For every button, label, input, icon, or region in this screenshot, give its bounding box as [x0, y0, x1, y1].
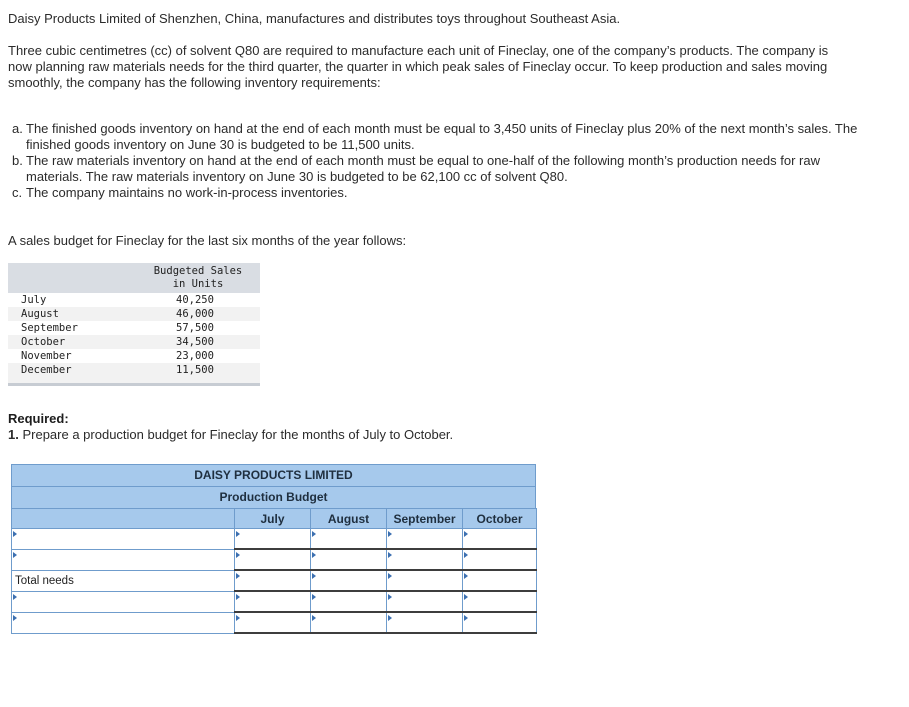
column-header-september: September: [387, 509, 463, 529]
september-input[interactable]: [387, 549, 463, 570]
list-marker: a.: [12, 121, 23, 136]
list-marker: b.: [12, 153, 23, 168]
column-header-august: August: [311, 509, 387, 529]
problem-paragraph: Three cubic centimetres (cc) of solvent Q80 are required to manufacture each unit of Fineclay, one of the company’s products. The company is now planning raw materials needs for the third quarter, the quarter in which peak sales of Fineclay occur. To keep production and sales moving smoothly, the company has the following inventory requirements:: [8, 43, 829, 90]
production-budget-table: [11, 508, 537, 634]
table-row: [12, 570, 537, 591]
august-input[interactable]: [311, 549, 387, 570]
units-cell: 11,500: [176, 364, 214, 376]
august-input[interactable]: [311, 570, 387, 591]
sales-table-header-line2: in Units: [172, 278, 224, 290]
table-row: [8, 363, 260, 377]
table-row: [8, 321, 260, 335]
units-cell: 34,500: [176, 336, 214, 348]
row-label-total-needs: Total needs: [12, 570, 235, 591]
label-column-header: [12, 509, 235, 529]
october-input[interactable]: [463, 591, 537, 612]
july-input[interactable]: [235, 570, 311, 591]
july-input[interactable]: [235, 612, 311, 633]
table-row: [8, 349, 260, 363]
required-text: Prepare a production budget for Fineclay for the months of July to October.: [22, 427, 454, 442]
list-marker: c.: [12, 185, 23, 200]
column-header-october: October: [463, 509, 537, 529]
august-input[interactable]: [311, 529, 387, 550]
units-cell: 46,000: [176, 308, 214, 320]
table-row: [12, 529, 537, 550]
sales-budget-table: [8, 263, 260, 386]
list-text: The company maintains no work-in-process inventories.: [26, 185, 348, 200]
table-row: [8, 335, 260, 349]
requirements-list: [12, 121, 862, 201]
july-input[interactable]: [235, 591, 311, 612]
month-cell: July: [21, 294, 47, 306]
september-input[interactable]: [387, 591, 463, 612]
table-row: [12, 591, 537, 612]
july-input[interactable]: [235, 529, 311, 550]
sales-table-header: [8, 263, 260, 293]
required-item: [8, 427, 453, 443]
row-label-dropdown[interactable]: [12, 612, 235, 633]
october-input[interactable]: [463, 612, 537, 633]
company-name: DAISY PRODUCTS LIMITED: [11, 464, 536, 486]
sales-table-header-line1: Budgeted Sales: [153, 265, 243, 277]
august-input[interactable]: [311, 591, 387, 612]
september-input[interactable]: [387, 529, 463, 550]
july-input[interactable]: [235, 549, 311, 570]
sales-intro: A sales budget for Fineclay for the last six months of the year follows:: [8, 233, 407, 248]
month-cell: December: [21, 364, 72, 376]
october-input[interactable]: [463, 549, 537, 570]
row-label-dropdown[interactable]: [12, 529, 235, 550]
required-number: 1.: [8, 427, 19, 442]
list-item: [12, 153, 862, 185]
table-row: [12, 612, 537, 633]
list-item: [12, 185, 862, 201]
intro-text: Daisy Products Limited of Shenzhen, China, manufactures and distributes toys throughout Southeast Asia.: [8, 11, 621, 26]
list-text: The raw materials inventory on hand at the end of each month must be equal to one-half of the following month’s production needs for raw materials. The raw materials inventory on June 30 is budgeted to be 62,100 cc of solvent Q80.: [26, 153, 820, 184]
list-text: The finished goods inventory on hand at the end of each month must be equal to 3,450 units of Fineclay plus 20% of the next month’s sales. The finished goods inventory on June 30 is budgeted to be 11,500 units.: [26, 121, 858, 152]
table-bottom-rule: [8, 377, 260, 386]
row-label-dropdown[interactable]: [12, 549, 235, 570]
table-row: [8, 293, 260, 307]
table-row: [12, 549, 537, 570]
production-budget-worksheet: [11, 464, 536, 634]
column-header-july: July: [235, 509, 311, 529]
table-row: [8, 307, 260, 321]
row-label-dropdown[interactable]: [12, 591, 235, 612]
september-input[interactable]: [387, 612, 463, 633]
september-input[interactable]: [387, 570, 463, 591]
month-cell: October: [21, 336, 66, 348]
column-header-row: [12, 509, 537, 529]
october-input[interactable]: [463, 529, 537, 550]
list-item: [12, 121, 862, 153]
month-cell: August: [21, 308, 59, 320]
month-cell: September: [21, 322, 78, 334]
october-input[interactable]: [463, 570, 537, 591]
month-cell: November: [21, 350, 72, 362]
required-heading: Required:: [8, 411, 69, 426]
budget-title: Production Budget: [11, 486, 536, 508]
units-cell: 57,500: [176, 322, 214, 334]
units-cell: 40,250: [176, 294, 214, 306]
units-cell: 23,000: [176, 350, 214, 362]
august-input[interactable]: [311, 612, 387, 633]
